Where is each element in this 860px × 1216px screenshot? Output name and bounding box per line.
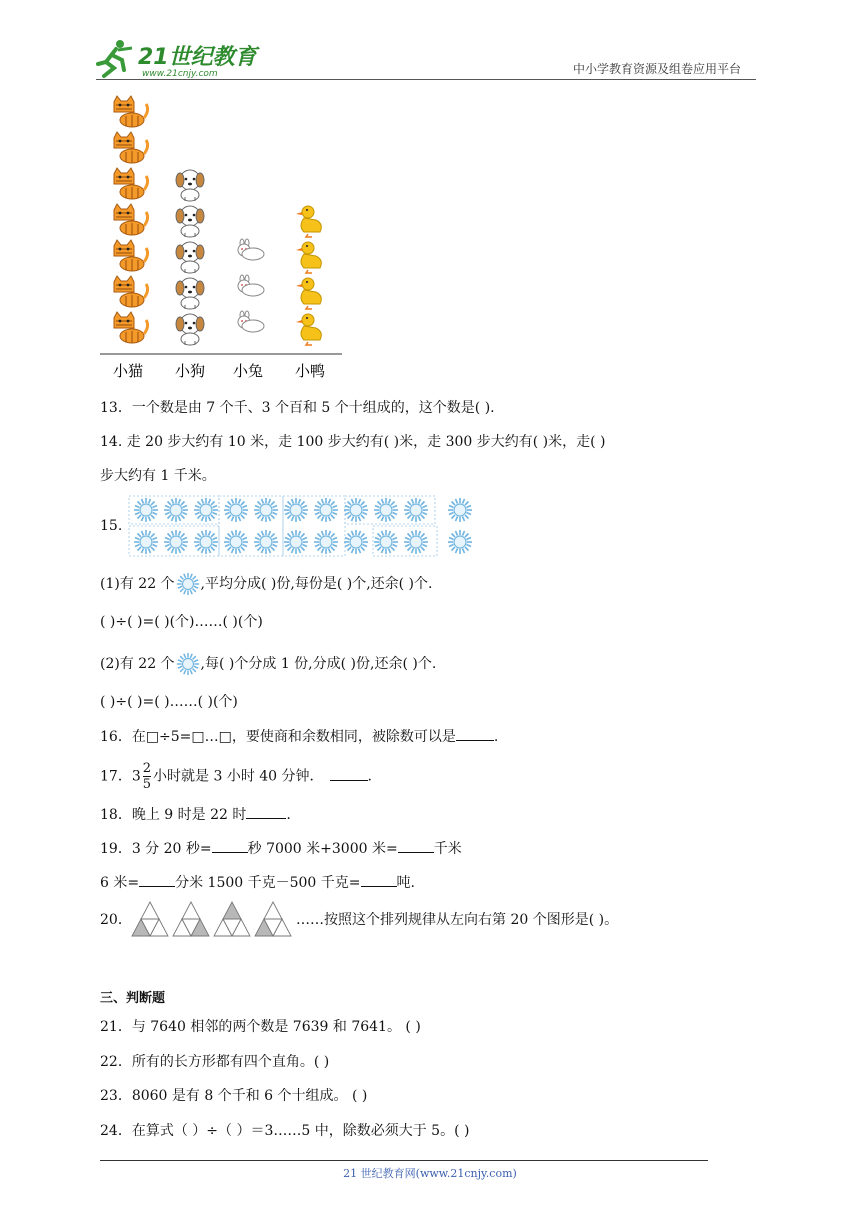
cat-icon	[114, 96, 148, 127]
fraction: $\frac{2}{5}$	[142, 761, 152, 792]
sun-icon	[314, 530, 338, 554]
sun-icon	[344, 530, 368, 554]
answer-blank[interactable]	[330, 766, 368, 781]
answer-blank[interactable]	[212, 838, 248, 853]
triangle-piece	[223, 902, 241, 919]
question-19-line2: 6 米= 分米 1500 千克－500 千克= 吨.	[100, 872, 415, 893]
sun-icon	[224, 530, 248, 554]
answer-blank[interactable]	[398, 838, 434, 853]
answer-blank[interactable]	[361, 872, 397, 887]
answer-blank[interactable]	[246, 804, 286, 819]
dog-icon	[176, 242, 204, 273]
sun-icon	[134, 498, 158, 522]
duck-icon	[296, 242, 321, 273]
cat-icon	[114, 168, 148, 199]
sun-icon	[448, 498, 472, 522]
sun-icon	[164, 530, 188, 554]
question-15-part1: (1)有 22 个 ,平均分成( )份,每份是( )个,还余( )个.	[100, 572, 432, 596]
cat-icon	[114, 240, 148, 271]
duck-icon	[296, 206, 321, 237]
sun-icon	[164, 498, 188, 522]
footer-text: 21 世纪教育网(www.21cnjy.com)	[343, 1167, 517, 1180]
dog-icon	[176, 314, 204, 345]
cat-icon	[114, 204, 148, 235]
sun-icon	[134, 530, 158, 554]
category-label: 小猫	[112, 362, 144, 380]
question-18: 18．晚上 9 时是 22 时 .	[100, 804, 291, 825]
cat-icon	[114, 132, 148, 163]
question-14-line1: 14. 走 20 步大约有 10 米，走 100 步大约有( )米，走 300 步大约有( )米，走( )	[100, 434, 606, 450]
sun-icon	[374, 498, 398, 522]
category-label: 小鸭	[294, 362, 326, 380]
sun-icon	[404, 498, 428, 522]
sun-grid	[128, 494, 478, 560]
question-14-line2: 步大约有 1 千米。	[100, 468, 216, 484]
sun-icon	[194, 498, 218, 522]
logo-title: 21世纪教育	[138, 45, 257, 70]
sun-icon	[254, 530, 278, 554]
sun-icon	[284, 530, 308, 554]
runner-icon	[98, 40, 132, 76]
sun-icon	[194, 530, 218, 554]
question-19-line1: 19．3 分 20 秒= 秒 7000 米+3000 米= 千米	[100, 838, 462, 859]
section-title: 三、判断题	[100, 991, 166, 1006]
category-label: 小狗	[174, 362, 206, 380]
duck-icon	[296, 314, 321, 345]
question-16: 16．在□÷5=□…□，要使商和余数相同，被除数可以是 .	[100, 726, 498, 747]
cat-icon	[114, 312, 148, 343]
triangle-piece	[141, 902, 159, 919]
dog-icon	[176, 206, 204, 237]
sun-icon	[448, 530, 472, 554]
footer-divider	[100, 1160, 708, 1161]
rabbit-icon	[238, 239, 264, 260]
triangle-piece	[264, 902, 282, 919]
sun-icon	[374, 530, 398, 554]
question-15-equation1: ( )÷( )=( )(个)……( )(个)	[100, 614, 263, 630]
sun-icon	[284, 498, 308, 522]
sun-icon	[224, 498, 248, 522]
answer-blank[interactable]	[456, 726, 494, 741]
question-22: 22．所有的长方形都有四个直角。( )	[100, 1054, 330, 1070]
sun-icon	[254, 498, 278, 522]
site-tag: 中小学教育资源及组卷应用平台	[573, 62, 742, 76]
rabbit-icon	[238, 275, 264, 296]
sun-icon	[314, 498, 338, 522]
question-15-equation2: ( )÷( )=( )……( )(个)	[100, 694, 238, 710]
sun-icon	[176, 572, 200, 596]
triangle-pattern	[130, 900, 296, 938]
question-20-text: ……按照这个排列规律从左向右第 20 个图形是( )。	[296, 912, 619, 928]
duck-icon	[296, 278, 321, 309]
answer-blank[interactable]	[139, 872, 175, 887]
question-15-part2: (2)有 22 个 ,每( )个分成 1 份,分成( )份,还余( )个.	[100, 652, 436, 676]
rabbit-icon	[238, 311, 264, 332]
question-13: 13．一个数是由 7 个千、3 个百和 5 个十组成的，这个数是( ).	[100, 400, 495, 416]
cat-icon	[114, 276, 148, 307]
triangle-piece	[182, 902, 200, 919]
logo-url: www.21cnjy.com	[142, 69, 218, 79]
question-24: 24．在算式（ ）÷（ ）＝3……5 中，除数必须大于 5。( )	[100, 1123, 470, 1139]
sun-icon	[176, 652, 200, 676]
sun-icon	[404, 530, 428, 554]
dog-icon	[176, 170, 204, 201]
header-divider	[96, 79, 756, 80]
question-20-number: 20．	[100, 912, 132, 928]
question-15-number: 15.	[100, 518, 123, 534]
dog-icon	[176, 278, 204, 309]
question-17: 17．3 $\frac{2}{5}$ 小时就是 3 小时 40 分钟． .	[100, 761, 372, 792]
category-label: 小兔	[232, 362, 264, 380]
pictograph-chart	[96, 92, 356, 392]
question-23: 23．8060 是有 8 个千和 6 个十组成。 ( )	[100, 1088, 368, 1104]
question-21: 21．与 7640 相邻的两个数是 7639 和 7641。 ( )	[100, 1019, 421, 1035]
logo	[96, 38, 266, 80]
sun-icon	[344, 498, 368, 522]
